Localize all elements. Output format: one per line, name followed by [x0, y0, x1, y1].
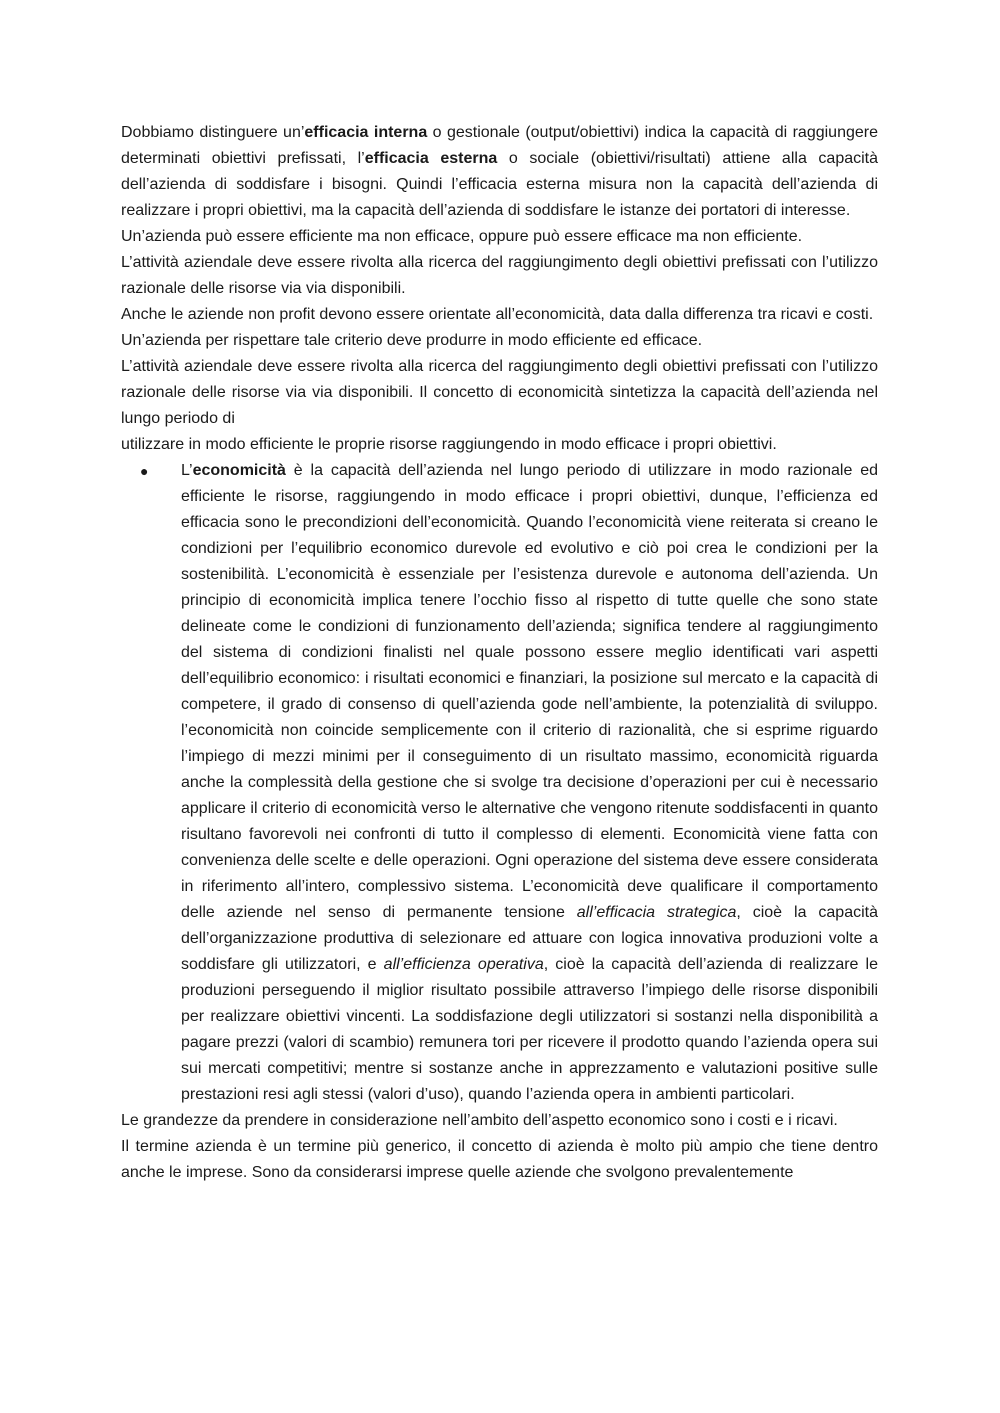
bullet-icon: ●: [140, 463, 149, 479]
text-run: o gestionale (output/obiettivi) indica la capacità di raggiungere determinati obiettivi prefissati, l’: [121, 124, 878, 167]
paragraph-efficiente-efficace: Un’azienda può essere efficiente ma non efficace, oppure può essere efficace ma non efficiente.: [121, 228, 803, 245]
text-run: è la capacità dell’azienda nel lungo periodo di utilizzare in modo razionale ed efficiente le risorse, raggiungendo in modo efficace i propri obiettivi, dunque, l’efficienza ed efficacia sono le precondizioni dell’economicità. Quando l’economicità viene reiterata si creano le condizioni per l’equilibrio economico durevole ed evolutivo e ciò poi crea le condizioni per la sostenibilità. L’economicità è essenziale per l’esistenza durevole e autonoma dell’azienda. Un principio di economicità implica tenere l’occhio fisso al rispetto di tutte quelle che sono state delineate come le condizioni di funzionamento dell’azienda; significa tendere al raggiungimento del sistema di condizioni finalisti nel quale possono essere meglio identificati vari aspetti dell’equilibrio economico: i risultati economici e finanziari, la posizione sul mercato e la capacità di competere, il grado di consenso di quell’azienda gode nell’ambiente, la potenzialità di sviluppo. l’economicità non coincide semplicemente con il criterio di razionalità, che si esprime riguardo l’impiego di mezzi minimi per il conseguimento di un risultato massimo, economicità riguarda anche la complessità della gestione che si svolge tra decisione d’operazioni per cui è necessario applicare il criterio di economicità verso le alternative che vengono ritenute soddisfacenti in quanto risultano favorevoli nei confronti di tutto il complesso di elementi. Economicità viene fatta con convenienza delle scelte e delle operazioni. Ogni operazione del sistema deve essere considerata in riferimento all’intero, complessivo sistema. L’economicità deve qualificare il comportamento delle aziende nel senso di permanente tensione: [181, 462, 878, 921]
paragraph-attivita-aziendale: L’attività aziendale deve essere rivolta alla ricerca del raggiungimento degli obiettivi prefissati con l’utilizzo razionale delle risorse via via disponibili.: [121, 254, 878, 297]
paragraph-efficacia: [121, 120, 878, 224]
text-run: o sociale (obiettivi/risultati) attiene alla capacità dell’azienda di soddisfare i bisogni. Quindi l’efficacia esterna misura non la capacità dell’azienda di realizzare i propri obiettivi, ma la capacità dell’azienda di soddisfare le istanze dei portatori di interesse.: [121, 150, 879, 219]
text-run: , cioè la capacità dell’azienda di realizzare le produzioni perseguendo il miglior risultato possibile attraverso l’impiego delle risorse disponibili per realizzare obiettivi vincenti. La soddisfazione degli utilizzatori si sostanzi nella disponibilità a pagare prezzi (valori di scambio) remunera tori per ricevere il prodotto quando l’azienda opera sui sui mercati competitivi; mentre si sostanze anche in apprezzamento e valutazioni positive sulle prestazioni resi agli stessi (valori d’uso), quando l’azienda opera in ambienti particolari.: [181, 956, 879, 1103]
text-run: Dobbiamo distinguere un’: [121, 124, 305, 141]
paragraph-termine-azienda: Il termine azienda è un termine più generico, il concetto di azienda è molto più ampio che tiene dentro anche le imprese. Sono da considerarsi imprese quelle aziende che svolgono prevalentemente: [121, 1138, 878, 1181]
list-item-economicita: [121, 458, 878, 1108]
italic-term-efficienza-operativa: all’efficienza operativa: [383, 956, 544, 973]
paragraph-criterio: Un’azienda per rispettare tale criterio deve produrre in modo efficiente ed efficace.: [121, 332, 703, 349]
text-run: L’: [181, 462, 193, 479]
paragraph-grandezze: Le grandezze da prendere in considerazione nell’ambito dell’aspetto economico sono i costi e i ricavi.: [121, 1112, 838, 1129]
document-page: [121, 120, 878, 1186]
bold-term-economicita: economicità: [192, 462, 286, 479]
paragraph-non-profit: Anche le aziende non profit devono essere orientate all’economicità, data dalla differenza tra ricavi e costi.: [121, 306, 874, 323]
bullet-list: [121, 458, 878, 1108]
paragraph-concetto-economicita: L’attività aziendale deve essere rivolta alla ricerca del raggiungimento degli obiettivi prefissati con l’utilizzo razionale delle risorse via via disponibili. Il concetto di economicità sintetizza la capacità dell’azienda nel lungo periodo di: [121, 358, 878, 427]
italic-term-efficacia-strategica: all’efficacia strategica: [576, 904, 737, 921]
paragraph-utilizzare: utilizzare in modo efficiente le proprie risorse raggiungendo in modo efficace i propri obiettivi.: [121, 436, 777, 453]
bold-term-efficacia-esterna: efficacia esterna: [364, 150, 498, 167]
text-run: , cioè la capacità dell’organizzazione produttiva di selezionare ed attuare con logica innovativa produzioni volte a soddisfare gli utilizzatori, e: [181, 904, 878, 973]
bold-term-efficacia-interna: efficacia interna: [304, 124, 428, 141]
